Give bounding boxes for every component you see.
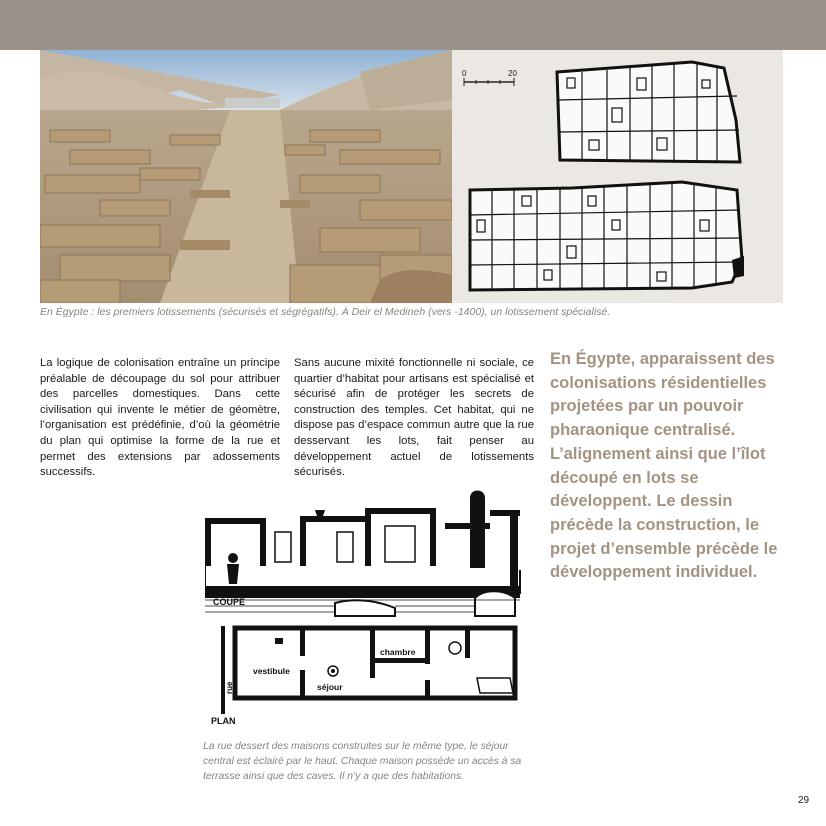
body-column-2: Sans aucune mixité fonctionnelle ni sociale, ce quartier d’habitat pour artisans est spécialisé et sécurisé afin de protéger les secrets de construction des temples. Cet habitat, qui ne dispose pas d’espace commun autre que la rue desservant les lots, fait penser au développement actuel de lotissements sécurisés.	[294, 357, 534, 479]
scale-bar	[462, 69, 517, 86]
vestibule-label: vestibule	[253, 666, 290, 676]
site-photo	[40, 50, 452, 303]
body-column-1: La logique de colonisation entraîne un principe préalable de découpage du sol pour attribuer des parcelles domestiques. Dans cette civilisation qui invente le métier de géomètre, l’organisation est prédéfinie, d’où la géométrie du plan qui optimise la forme de la rue et permet des extensions par adossements successifs.	[40, 357, 280, 479]
rue-label: rue	[225, 681, 234, 694]
plan-label: PLAN	[211, 716, 236, 726]
pull-quote: En Égypte, apparaissent des colonisations résidentielles projetées par un pouvoir pharaonique centralisé. L’alignement ainsi que l’îlot découpé en lots se développent. Le dessin précède la construction, le projet d’ensemble précède le développement individuel.	[550, 350, 778, 582]
coupe-label: COUPE	[213, 597, 246, 607]
section-drawing	[205, 491, 520, 617]
village-plan-figure	[452, 50, 783, 303]
bottom-figure-caption: La rue dessert des maisons construites sur le même type, le séjour central est éclairé par le haut. Chaque maison possède un accès à sa terrasse ainsi que des caves. Il n’y a que des habitations.	[203, 741, 522, 783]
scale-label-0: 0	[462, 69, 467, 78]
chambre-label: chambre	[380, 647, 416, 657]
plan-drawing	[211, 626, 515, 726]
sejour-label: séjour	[317, 682, 343, 692]
house-section-plan-figure	[205, 488, 530, 728]
page-number: 29	[798, 795, 810, 806]
scale-label-20: 20	[508, 69, 517, 78]
header-band	[0, 0, 826, 50]
top-figure-caption: En Égypte : les premiers lotissements (sécurisés et ségrégatifs). À Deir el Medineh (vers -1400), un lotissement spécialisé.	[40, 306, 611, 318]
